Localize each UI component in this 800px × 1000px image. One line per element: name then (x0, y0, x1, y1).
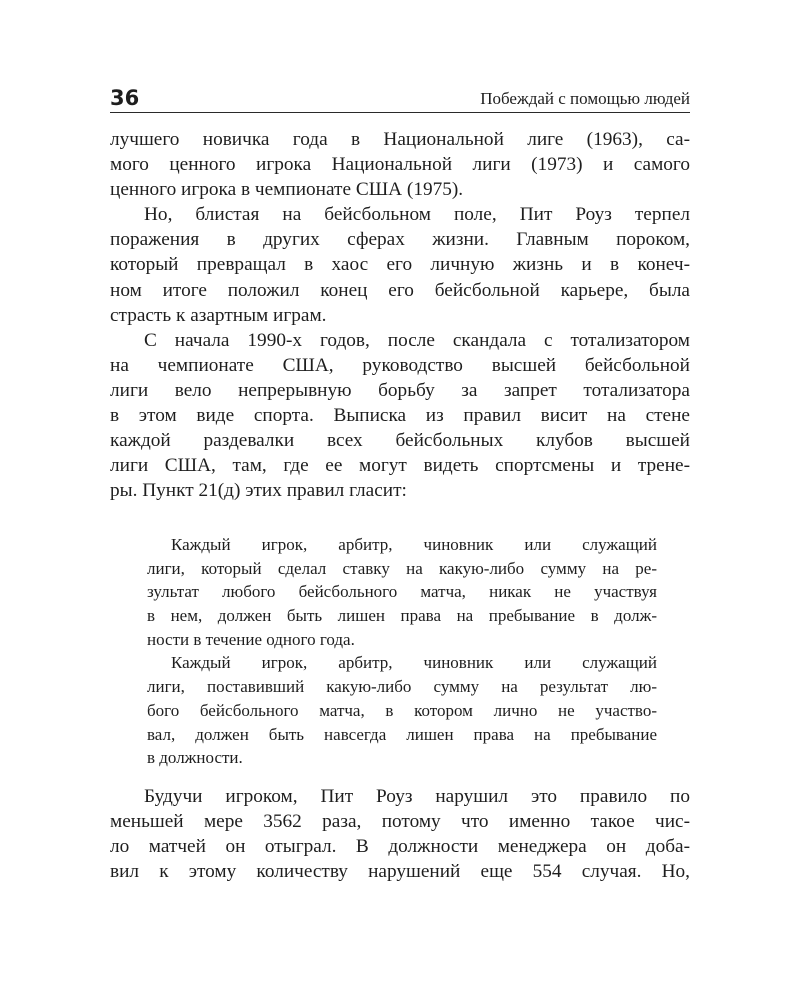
text-line: Но, блистая на бейсбольном поле, Пит Роуз терпел (144, 204, 690, 226)
text-line: мого ценного игрока Национальной лиги (1973) и самого (110, 154, 690, 176)
text-line: ры. Пункт 21(д) этих правил гласит: (110, 480, 407, 502)
text-line: лиги США, там, где ее могут видеть спортсмены и трене- (110, 455, 690, 477)
quote-line: ности в течение одного года. (147, 629, 355, 649)
text-line: на чемпионате США, руководство высшей бейсбольной (110, 354, 690, 376)
text-line: меньшей мере 3562 раза, потому что именно такое чис- (110, 811, 690, 833)
quote-line: зультат любого бейсбольного матча, никак не участвуя (147, 582, 657, 602)
text-line: который превращал в хаос его личную жизнь и в конеч- (110, 254, 690, 276)
text-line: в этом виде спорта. Выписка из правил висит на стене (110, 405, 690, 427)
body-text-bottom (110, 784, 690, 884)
paragraph (110, 127, 690, 202)
text-line: ло матчей он отыграл. В должности менеджера он доба- (110, 836, 690, 858)
text-line: Будучи игроком, Пит Роуз нарушил это правило по (144, 786, 690, 807)
quote-line: лиги, который сделал ставку на какую-либо сумму на ре- (147, 558, 657, 578)
quote-line: в нем, должен быть лишен права на пребывание в долж- (147, 606, 657, 626)
text-line: ценного игрока в чемпионате США (1975). (110, 179, 464, 201)
page-header (110, 86, 690, 113)
text-line: лиги вело непрерывную борьбу за запрет тотализатора (110, 379, 690, 401)
quote-line: вал, должен быть навсегда лишен права на пребывание (147, 724, 657, 744)
text-line: лучшего новичка года в Национальной лиге (1963), са- (110, 129, 690, 150)
quote-line: бого бейсбольного матча, в котором лично не участво- (147, 700, 657, 720)
text-line: поражения в других сферах жизни. Главным пороком, (110, 229, 690, 251)
paragraph (110, 784, 690, 884)
quote-line: в должности. (147, 748, 243, 768)
text-line: каждой раздевалки всех бейсбольных клубов высшей (110, 430, 690, 452)
text-line: ном итоге положил конец его бейсбольной карьере, была (110, 279, 690, 301)
paragraph (110, 328, 690, 504)
quote-line: лиги, поставивший какую-либо сумму на результат лю- (147, 677, 657, 697)
rule-quote (147, 533, 657, 770)
quote-paragraph (147, 651, 657, 769)
running-title: Побеждай с помощью людей (480, 89, 690, 108)
quote-line: Каждый игрок, арбитр, чиновник или служащий (171, 535, 657, 554)
body-text-top (110, 127, 690, 503)
text-line: вил к этому количеству нарушений еще 554 случая. Но, (110, 861, 690, 883)
paragraph (110, 202, 690, 327)
page-number: 36 (110, 86, 140, 110)
text-line: С начала 1990-х годов, после скандала с тотализатором (144, 329, 690, 351)
quote-line: Каждый игрок, арбитр, чиновник или служащий (171, 653, 657, 673)
quote-paragraph (147, 533, 657, 651)
text-line: страсть к азартным играм. (110, 304, 327, 326)
